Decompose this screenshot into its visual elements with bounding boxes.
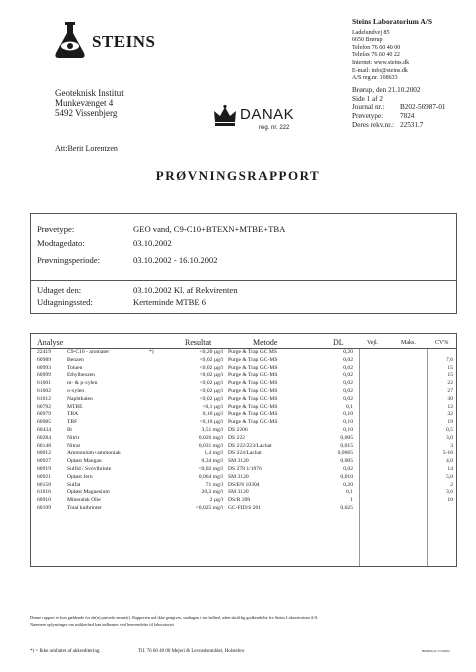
- header-cv: CV%: [435, 340, 449, 346]
- info-label: Prøvetype:: [37, 224, 75, 234]
- row-cv: 22: [447, 380, 453, 387]
- sample-type-value: 7824: [400, 112, 415, 121]
- info-divider: [31, 280, 456, 281]
- row-dl: 0,010: [340, 473, 353, 480]
- flask-logo-icon: [52, 20, 88, 60]
- row-cv: 15: [447, 364, 453, 371]
- row-result: 2 µg/l: [209, 497, 223, 504]
- row-method: DS 2206: [228, 426, 248, 433]
- row-result: <0,02 µg/l: [199, 364, 223, 371]
- row-dl: 0,015: [340, 442, 353, 449]
- row-method: Purge & Trap GC-MS: [228, 411, 278, 418]
- row-method: SM 3120: [228, 489, 249, 496]
- table-row: [31, 474, 456, 482]
- row-method: DS 224/Lachat: [228, 450, 262, 457]
- row-result: 0,10 µg/l: [202, 411, 223, 418]
- row-cv: 3,6: [446, 489, 453, 496]
- header-metode: Metode: [253, 338, 278, 347]
- info-row-provetype: [37, 224, 285, 234]
- row-number: 60989: [37, 356, 51, 363]
- table-row: [31, 396, 456, 404]
- row-method: Purge & Trap GC-MS: [228, 387, 278, 394]
- row-result: 3,51 mg/l: [201, 426, 223, 433]
- row-dl: 0,10: [343, 419, 353, 426]
- row-analyte: o-xylen: [67, 387, 85, 394]
- row-cv: 14: [447, 465, 453, 472]
- row-analyte: TBF: [67, 419, 78, 426]
- lab-name: Steins Laboratorium A/S: [352, 17, 433, 26]
- row-method: Purge & Trap GC-MS: [228, 364, 278, 371]
- info-value: 03.10.2002: [133, 238, 172, 248]
- table-row: [31, 458, 456, 466]
- row-method: SM 3120: [228, 458, 249, 465]
- row-analyte: Nitrat: [67, 442, 81, 449]
- sample-type-number: [352, 112, 470, 121]
- row-number: 60284: [37, 434, 51, 441]
- info-label: Prøvningsperiode:: [37, 255, 101, 265]
- row-cv: 19: [447, 419, 453, 426]
- table-row: [31, 404, 456, 412]
- row-dl: 0,02: [343, 387, 353, 394]
- row-dl: 0,005: [340, 434, 353, 441]
- row-dl: 0,1: [346, 489, 353, 496]
- row-number: 60979: [37, 411, 51, 418]
- info-label: Udtaget den:: [37, 285, 82, 295]
- journal-number: [352, 103, 470, 112]
- row-result: <0,02 µg/l: [199, 387, 223, 394]
- table-row: [31, 427, 456, 435]
- row-method: DS 222: [228, 434, 245, 441]
- row-result: 1,4 mg/l: [204, 450, 223, 457]
- row-analyte: Naphthalen: [67, 395, 93, 402]
- disclaimer: [30, 614, 460, 628]
- table-row: [31, 450, 456, 458]
- table-body: [31, 349, 456, 513]
- row-result: <0,02 µg/l: [199, 372, 223, 379]
- row-analyte: TBA: [67, 411, 79, 418]
- row-dl: 0,005: [340, 458, 353, 465]
- table-row: [31, 435, 456, 443]
- row-dl: 0,02: [343, 364, 353, 371]
- table-row: [31, 443, 456, 451]
- row-result: 20,2 mg/l: [201, 489, 223, 496]
- row-analyte: Total kulbrinter: [67, 504, 102, 511]
- row-cv: 0,5: [446, 426, 453, 433]
- row-analyte: Sulfid / Svovlbrinte: [67, 465, 112, 472]
- header-analyse: Analyse: [37, 338, 64, 347]
- lab-address-line: Telefax 76 60 40 22: [352, 52, 400, 59]
- header-resultat: Resultat: [185, 338, 212, 347]
- row-method: Purge & Trap GC-MS: [228, 403, 278, 410]
- table-row: [31, 388, 456, 396]
- info-row-sted: [37, 297, 206, 307]
- info-row-udtaget: [37, 285, 238, 295]
- info-value: Kerteminde MTBE 6: [133, 297, 207, 307]
- journal-value: B202-56987-01: [400, 103, 446, 112]
- row-number: 61002: [37, 387, 51, 394]
- row-cv: 3: [450, 442, 453, 449]
- lab-address-line: Telefon 76 60 40 00: [352, 44, 401, 51]
- table-row: [31, 357, 456, 365]
- info-row-modtagedato: [37, 238, 172, 248]
- lab-address-line: 6650 Brørup: [352, 37, 383, 44]
- row-cv: 30: [447, 395, 453, 402]
- row-dl: 0,02: [343, 372, 353, 379]
- info-value: 03.10.2002 Kl. af Rekvirenten: [133, 285, 238, 295]
- lab-address-line: A/S reg.nr. 108633: [352, 75, 398, 82]
- table-row: [31, 365, 456, 373]
- table-row: [31, 482, 456, 490]
- row-dl: 0,10: [343, 426, 353, 433]
- steins-logo: [52, 20, 172, 60]
- accreditation-note: *) = Ikke omfattet af akkreditering.: [30, 649, 101, 654]
- row-result: 0,026 mg/l: [198, 434, 223, 441]
- row-analyte: Ilt: [67, 426, 72, 433]
- row-dl: 1: [350, 497, 353, 504]
- row-accreditation-mark: *): [149, 349, 154, 355]
- table-row: [31, 466, 456, 474]
- row-dl: 0,20: [343, 349, 353, 355]
- table-row: [31, 349, 456, 357]
- form-code: BRRSG/4-7/3/2002: [422, 649, 450, 653]
- row-analyte: Ethylbenzen: [67, 372, 95, 379]
- row-analyte: Mineralsk Olie: [67, 497, 101, 504]
- journal-label: Journal nr.:: [352, 103, 385, 112]
- row-method: Purge & Trap GC MS: [228, 349, 278, 355]
- row-result: <0,20 µg/l: [199, 349, 223, 355]
- row-cv: 5,0: [446, 473, 453, 480]
- recipient-address: [55, 88, 124, 118]
- row-dl: 0,1: [346, 403, 353, 410]
- recipient-line: 5492 Vissenbjerg: [55, 108, 118, 118]
- row-number: 61016: [37, 489, 51, 496]
- row-number: 60792: [37, 403, 51, 410]
- row-dl: 0,20: [343, 481, 353, 488]
- page-footer: [30, 649, 460, 659]
- row-dl: 0,0065: [337, 450, 353, 457]
- row-number: 60919: [37, 465, 51, 472]
- row-cv: 2: [450, 481, 453, 488]
- row-cv: 3,0: [446, 434, 453, 441]
- requisition-number: [352, 121, 470, 130]
- row-number: 60199: [37, 504, 51, 511]
- row-method: DS/EN 10304: [228, 481, 260, 488]
- header-dl: DL: [333, 338, 344, 347]
- row-result: <0,10 µg/l: [199, 419, 223, 426]
- table-row: [31, 380, 456, 388]
- attention-line: Att:Berit Lorentzen: [55, 144, 118, 153]
- row-number: 60999: [37, 372, 51, 379]
- requisition-label: Deres rekv.nr.:: [352, 120, 395, 129]
- lab-address-line: Ladelundvej 85: [352, 29, 390, 36]
- row-number: 61001: [37, 380, 51, 387]
- row-analyte: Opløst Mangan: [67, 458, 102, 465]
- row-result: <0,02 mg/l: [198, 465, 223, 472]
- row-analyte: Benzen: [67, 356, 84, 363]
- row-cv: 5-16: [442, 450, 453, 457]
- row-result: <0,02 µg/l: [199, 380, 223, 387]
- row-number: 60985: [37, 419, 51, 426]
- row-number: 61012: [37, 395, 51, 402]
- table-row: [31, 489, 456, 497]
- row-result: 0,064 mg/l: [198, 473, 223, 480]
- row-dl: 0,02: [343, 395, 353, 402]
- row-method: Purge & Trap GC-MS: [228, 395, 278, 402]
- row-dl: 0,10: [343, 411, 353, 418]
- row-number: 60921: [37, 473, 51, 480]
- row-result: <0,02 µg/l: [199, 356, 223, 363]
- danak-name: DANAK: [240, 106, 295, 123]
- row-number: 60148: [37, 442, 51, 449]
- requisition-value: 22531.7: [400, 120, 424, 129]
- row-number: 60927: [37, 458, 51, 465]
- page-number: Side 1 af 2: [352, 94, 383, 103]
- info-row-periode: [37, 255, 218, 265]
- row-number: 60434: [37, 426, 51, 433]
- report-date: Brørup, den 21.10.2002: [352, 85, 421, 94]
- table-row: [31, 505, 456, 513]
- lab-info: [352, 18, 470, 130]
- logo-text: STEINS: [92, 32, 156, 51]
- row-method: GC-FID/S 201: [228, 504, 262, 511]
- row-number: 60012: [37, 450, 51, 457]
- row-analyte: Opløst Jern: [67, 473, 93, 480]
- row-analyte: Ammonium+ammoniak: [67, 450, 121, 457]
- row-cv: 12: [447, 403, 453, 410]
- danak-reg: reg. nr. 222: [259, 125, 290, 131]
- report-title: PRØVNINGSRAPPORT: [155, 168, 321, 183]
- disclaimer-line: Denne rapport er kun gældende for de(n) prøvede emne(r). Rapporten må ikke gengives, undtagen i sin helhed, uden skriftlig godkendelse fra Steins Laboratorium A/S.: [30, 615, 319, 620]
- header-vejl: Vejl.: [367, 340, 379, 346]
- row-number: 22419: [37, 349, 51, 355]
- row-dl: 0,025: [340, 504, 353, 511]
- header-maks: Maks.: [401, 340, 416, 346]
- row-cv: 27: [447, 387, 453, 394]
- row-number: 60158: [37, 481, 51, 488]
- row-cv: 15: [447, 372, 453, 379]
- row-number: 60910: [37, 497, 51, 504]
- row-result: 71 mg/l: [205, 481, 223, 488]
- recipient-line: Geoteknisk Institut: [55, 88, 124, 98]
- info-value: 03.10.2002 - 16.10.2002: [133, 255, 218, 265]
- recipient-line: Munkevænget 4: [55, 98, 114, 108]
- results-table: [30, 333, 457, 567]
- row-analyte: Toluen: [67, 364, 83, 371]
- row-cv: 10: [447, 497, 453, 504]
- row-result: <0,02 µg/l: [199, 395, 223, 402]
- row-result: 0,34 mg/l: [201, 458, 223, 465]
- info-value: GEO vand, C9-C10+BTEXN+MTBE+TBA: [133, 224, 286, 234]
- row-analyte: Nitrit: [67, 434, 80, 441]
- danak-logo: [212, 104, 322, 136]
- row-analyte: Sulfat: [67, 481, 81, 488]
- row-method: SM 3120: [228, 473, 249, 480]
- row-dl: 0,02: [343, 380, 353, 387]
- row-method: DS 278 1/1976: [228, 465, 262, 472]
- row-cv: 32: [447, 411, 453, 418]
- row-cv: 4,0: [446, 458, 453, 465]
- row-result: 0,031 mg/l: [198, 442, 223, 449]
- footer-contact: Tlf. 76 60 40 00 Mejeri & Levnedsmiddel, Holstebro: [138, 649, 245, 654]
- row-dl: 0,02: [343, 356, 353, 363]
- sample-type-label: Prøvetype:: [352, 112, 384, 121]
- row-cv: 7,6: [446, 356, 453, 363]
- row-method: Purge & Trap GC-MS: [228, 380, 278, 387]
- row-analyte: C9-C10 - aromater: [67, 349, 110, 355]
- table-row: [31, 497, 456, 505]
- sample-info-box: [30, 213, 457, 314]
- info-label: Udtagningssted:: [37, 297, 93, 307]
- info-label: Modtagedato:: [37, 238, 85, 248]
- lab-address-line: Internet: www.steins.dk: [352, 59, 410, 66]
- row-analyte: Opløst Magnesium: [67, 489, 110, 496]
- row-method: Purge & Trap GC-MS: [228, 356, 278, 363]
- disclaimer-line: Nærmere oplysninger om usikkerhed kan indhentes ved henvendelse til laboratoriet: [30, 622, 174, 627]
- row-number: 60993: [37, 364, 51, 371]
- row-result: <0,025 mg/l: [195, 504, 223, 511]
- table-row: [31, 411, 456, 419]
- table-row: [31, 372, 456, 380]
- row-analyte: m- & p-xylen: [67, 380, 98, 387]
- row-dl: 0,02: [343, 465, 353, 472]
- crown-icon: [212, 104, 238, 128]
- lab-address-line: E-mail: info@steins.dk: [352, 67, 408, 74]
- row-analyte: MTBE: [67, 403, 83, 410]
- row-method: Purge & Trap GC-MS: [228, 372, 278, 379]
- table-header: [31, 334, 456, 349]
- row-method: DS/R 209: [228, 497, 251, 504]
- row-method: DS 222/223/Lachat: [228, 442, 272, 449]
- row-method: Purge & Trap GC-MS: [228, 419, 278, 426]
- row-result: <0,1 µg/l: [202, 403, 223, 410]
- table-row: [31, 419, 456, 427]
